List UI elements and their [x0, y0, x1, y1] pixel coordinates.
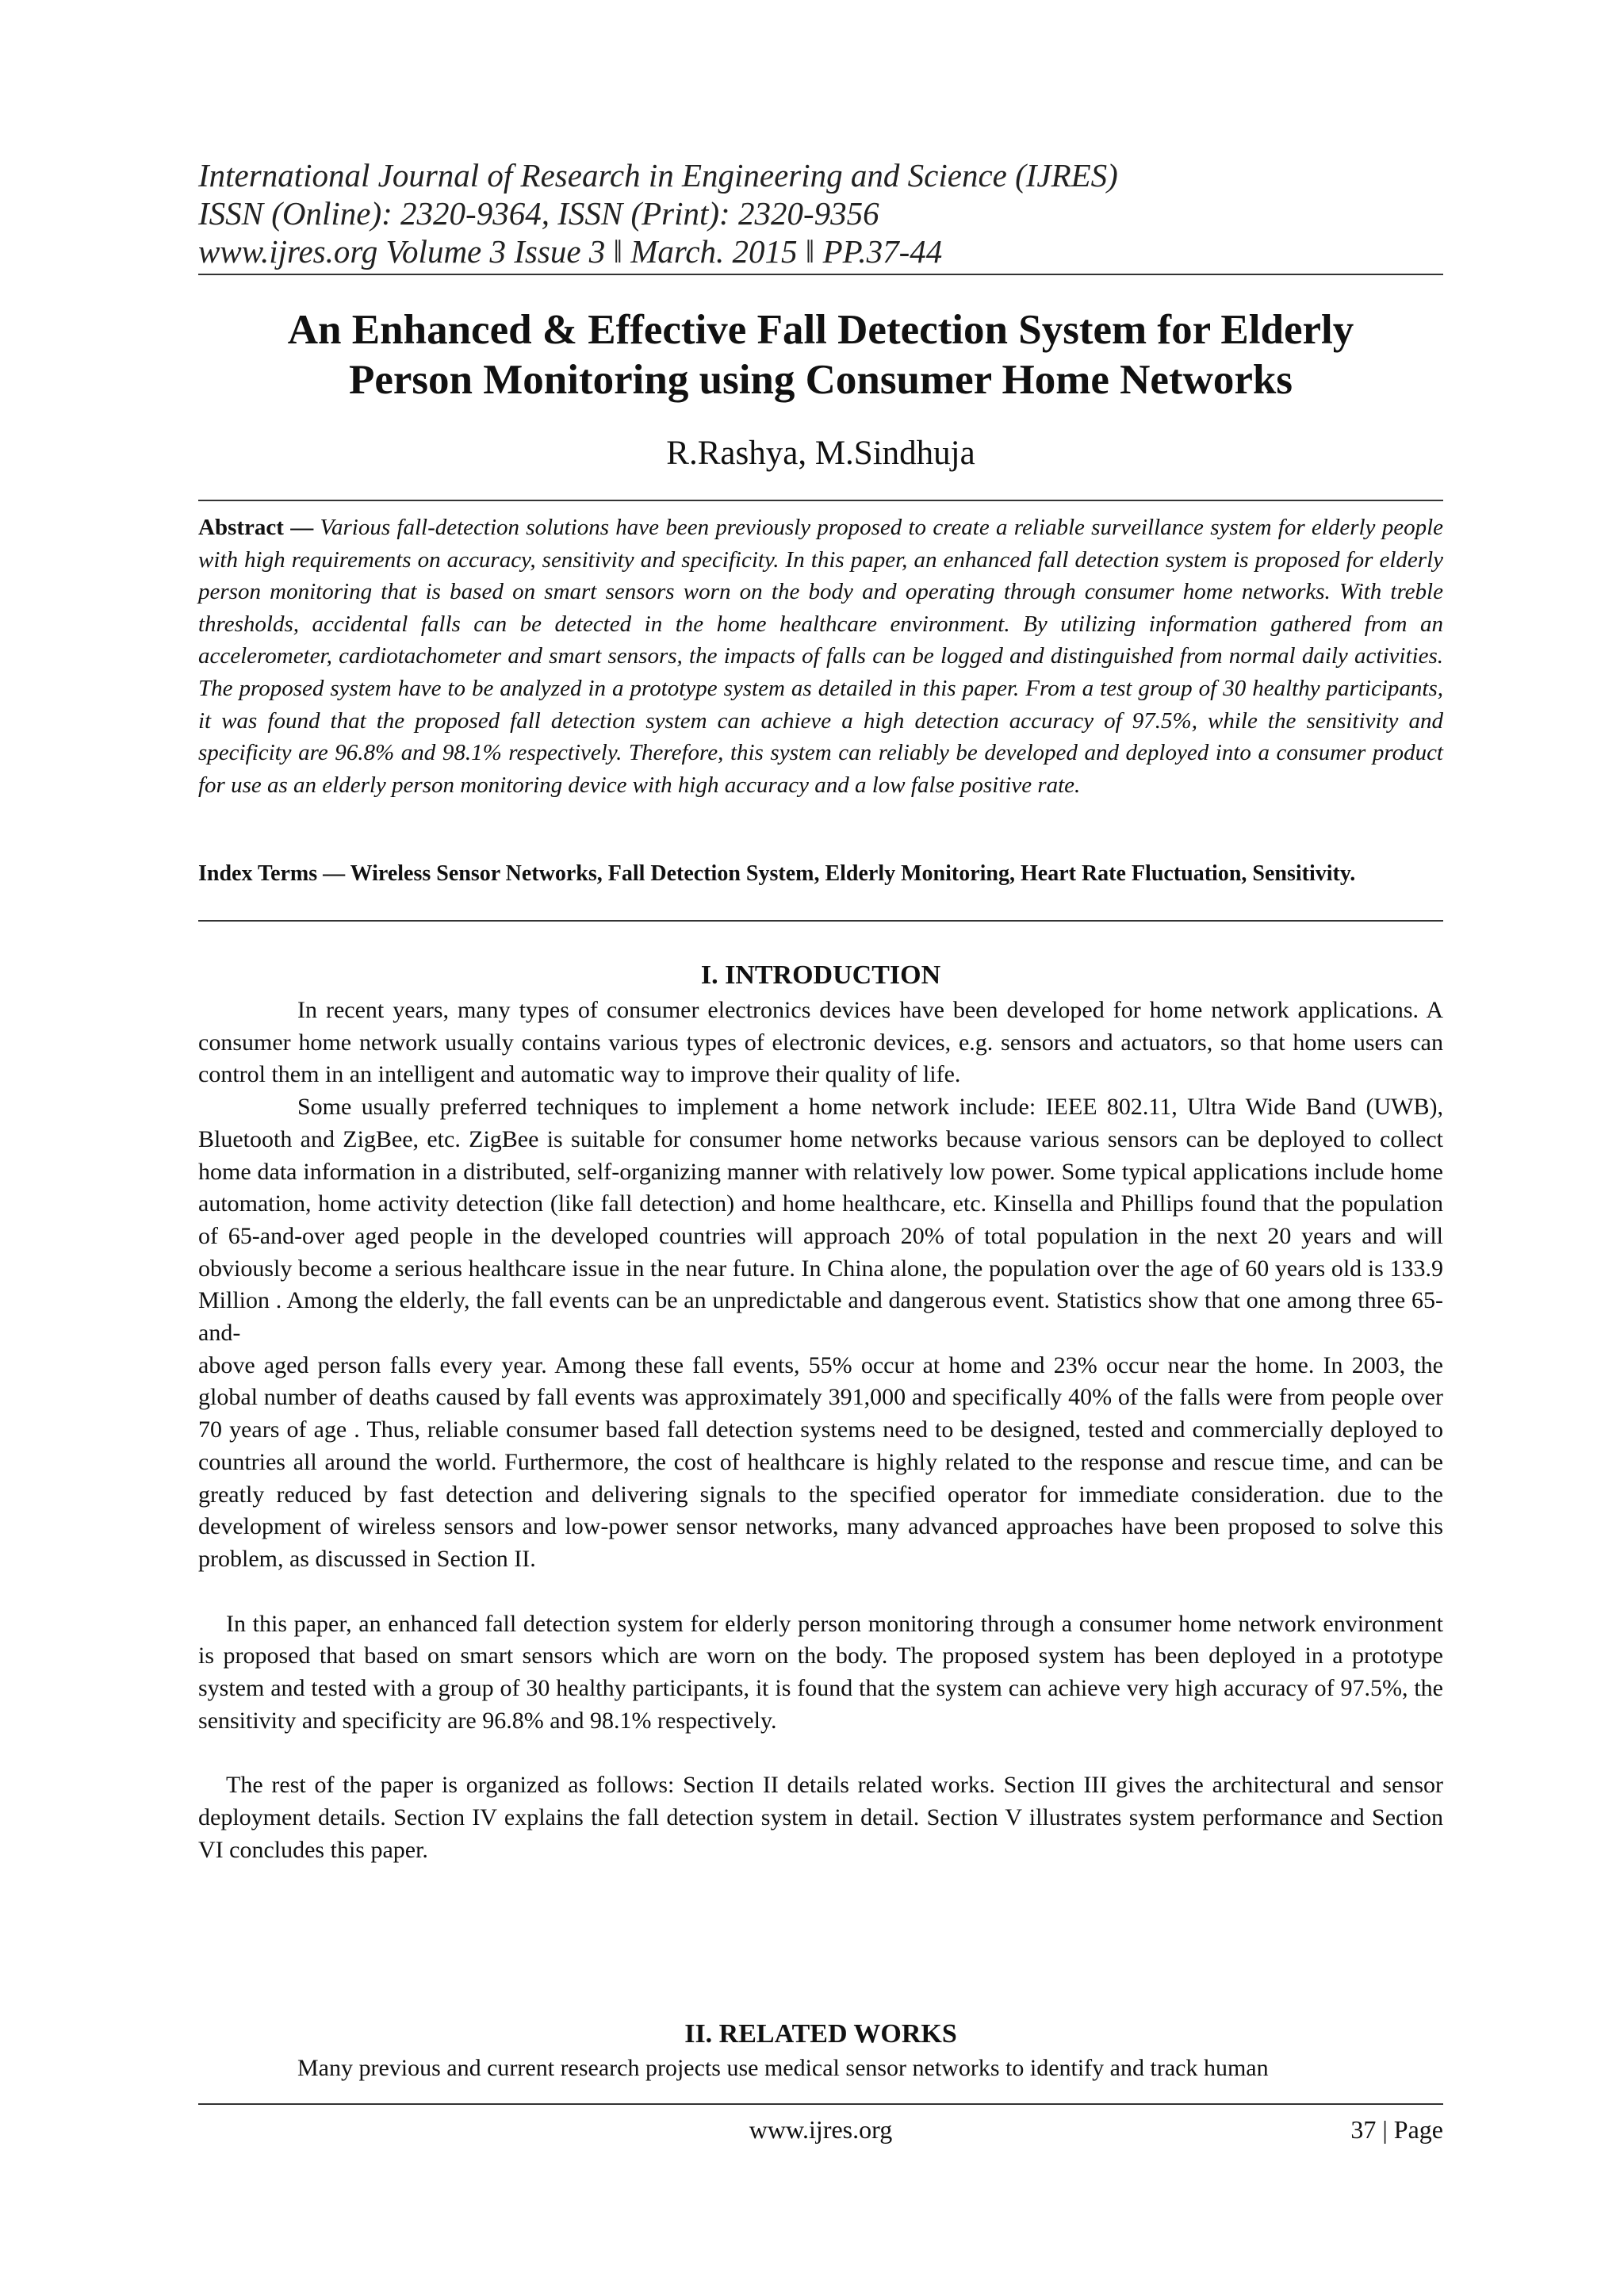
intro-paragraph-2: Some usually preferred techniques to implement a home network include: IEEE 802.11, Ultra Wide Band (UWB), Bluetooth and ZigBee, etc. ZigBee is suitable for consumer home networks because various sensors can be deployed to collect home data information in a distributed, self-organizing manner with relatively low power. Some typical applications include home automation, home activity detection (like fall detection) and home healthcare, etc. Kinsella and Phillips found that the population of 65-and-over aged people in the developed countries will approach 20% of total population in the next 20 years and will obviously become a serious healthcare issue in the near future. In China alone, the population over the age of 60 years old is 133.9 Million . Among the elderly, the fall events can be an unpredictable and dangerous event. Statistics show that one among three 65-and-: [198, 1094, 1443, 1347]
paper-title-line-1: An Enhanced & Effective Fall Detection System for Elderly: [287, 307, 1354, 353]
abstract-top-rule: [198, 500, 1443, 501]
introduction-body: [198, 995, 1443, 1867]
paper-title-line-2: Person Monitoring using Consumer Home Networks: [348, 357, 1293, 403]
header-rule: [198, 274, 1443, 275]
paper-title: [198, 305, 1443, 405]
footer-page-number: 37 | Page: [1350, 2115, 1443, 2144]
index-terms: Index Terms — Wireless Sensor Networks, Fall Detection System, Elderly Monitoring, Heart Rate Fluctuation, Sensitivity.: [198, 861, 1356, 886]
related-works-body: [198, 2053, 1443, 2085]
journal-issn: ISSN (Online): 2320-9364, ISSN (Print): 2320-9356: [198, 195, 879, 232]
journal-volume: www.ijres.org Volume 3 Issue 3 ǁ March. 2015 ǁ PP.37-44: [198, 233, 943, 270]
abstract-block: [198, 512, 1443, 801]
paper-authors: R.Rashya, M.Sindhuja: [666, 435, 975, 472]
abstract-text: Various fall-detection solutions have been previously proposed to create a reliable surveillance system for elderly people with high requirements on accuracy, sensitivity and specificity. In this paper, an enhanced fall detection system is proposed for elderly person monitoring that is based on smart sensors worn on the body and operating through consumer home networks. With treble thresholds, accidental falls can be detected in the home healthcare environment. By utilizing information gathered from an accelerometer, cardiotachometer and smart sensors, the impacts of falls can be logged and distinguished from normal daily activities. The proposed system have to be analyzed in a prototype system as detailed in this paper. From a test group of 30 healthy participants, it was found that the proposed fall detection system can achieve a high detection accuracy of 97.5%, while the sensitivity and specificity are 96.8% and 98.1% respectively. Therefore, this system can reliably be developed and deployed into a consumer product for use as an elderly person monitoring device with high accuracy and a low false positive rate.: [198, 515, 1444, 798]
footer-site: www.ijres.org: [749, 2115, 893, 2144]
intro-paragraph-5: The rest of the paper is organized as follows: Section II details related works. Section III gives the architectural and sensor deployment details. Section IV explains the fall detection system in detail. Section V illustrates system performance and Section VI concludes this paper.: [198, 1772, 1443, 1863]
abstract-bottom-rule: [198, 920, 1443, 922]
intro-paragraph-3: above aged person falls every year. Among these fall events, 55% occur at home and 23% occur near the home. In 2003, the global number of deaths caused by fall events was approximately 391,000 and specifically 40% of the falls were from people over 70 years of age . Thus, reliable consumer based fall detection systems need to be designed, tested and commercially deployed to countries all around the world. Furthermore, the cost of healthcare is highly related to the response and rescue time, and can be greatly reduced by fast detection and delivering signals to the specified operator for immediate consideration. due to the development of wireless sensors and low-power sensor networks, many advanced approaches have been proposed to solve this problem, as discussed in Section II.: [198, 1351, 1443, 1572]
intro-paragraph-4: In this paper, an enhanced fall detection system for elderly person monitoring through a consumer home network environment is proposed that based on smart sensors which are worn on the body. The proposed system has been deployed in a prototype system and tested with a group of 30 healthy participants, it is found that the system can achieve very high accuracy of 97.5%, the sensitivity and specificity are 96.8% and 98.1% respectively.: [198, 1610, 1443, 1734]
abstract-label: Abstract —: [198, 515, 314, 540]
section-heading-introduction: I. INTRODUCTION: [700, 960, 941, 990]
section-heading-related-works: II. RELATED WORKS: [684, 2019, 957, 2049]
related-paragraph-1: Many previous and current research projects use medical sensor networks to identify and track human: [297, 2055, 1269, 2081]
footer-rule: [198, 2103, 1443, 2105]
journal-name: International Journal of Research in Engineering and Science (IJRES): [198, 157, 1118, 194]
intro-paragraph-1: In recent years, many types of consumer electronics devices have been developed for home network applications. A consumer home network usually contains various types of electronic devices, e.g. sensors and actuators, so that home users can control them in an intelligent and automatic way to improve their quality of life.: [198, 997, 1443, 1088]
